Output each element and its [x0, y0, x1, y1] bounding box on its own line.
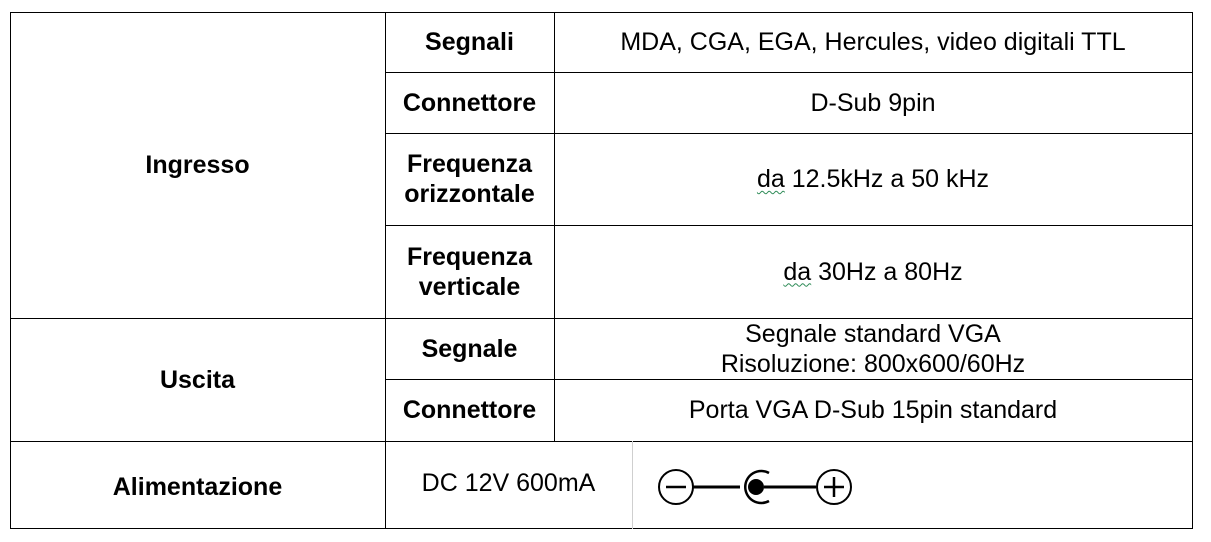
section-label-output [10, 318, 385, 441]
power-value: DC 12V 600mA [421, 468, 596, 497]
table-border-bottom [10, 528, 1193, 529]
param-value-vertical-frequency: da 30Hz a 80Hz [783, 257, 963, 286]
center-negative-polarity-icon [655, 465, 855, 509]
table-border-right [1192, 12, 1193, 529]
param-name-output-signal: Segnale [421, 334, 518, 363]
column-divider-light [632, 441, 633, 529]
param-value-connector: D-Sub 9pin [810, 88, 936, 117]
section-label-input [10, 12, 385, 318]
param-name-vertical-frequency: Frequenza verticale [406, 242, 533, 301]
param-name-connector: Connettore [402, 88, 537, 117]
section-label-text: Alimentazione [112, 472, 283, 501]
param-name-signals: Segnali [425, 28, 514, 56]
section-label-text: Uscita [159, 365, 236, 394]
param-value-output-connector: Porta VGA D-Sub 15pin standard [688, 396, 1058, 424]
spellcheck-word: da [783, 257, 812, 286]
param-name-output-connector: Connettore [402, 396, 537, 424]
section-label-text: Ingresso [145, 151, 250, 179]
spellcheck-word: da [756, 165, 785, 193]
section-label-power [10, 441, 385, 528]
param-value-output-signal: Segnale standard VGA Risoluzione: 800x600/60Hz [720, 319, 1026, 378]
param-value-horizontal-frequency: da 12.5kHz a 50 kHz [756, 165, 990, 193]
param-value-signals: MDA, CGA, EGA, Hercules, video digitali TTL [620, 28, 1126, 56]
param-name-horizontal-frequency: Frequenza orizzontale [404, 150, 535, 208]
